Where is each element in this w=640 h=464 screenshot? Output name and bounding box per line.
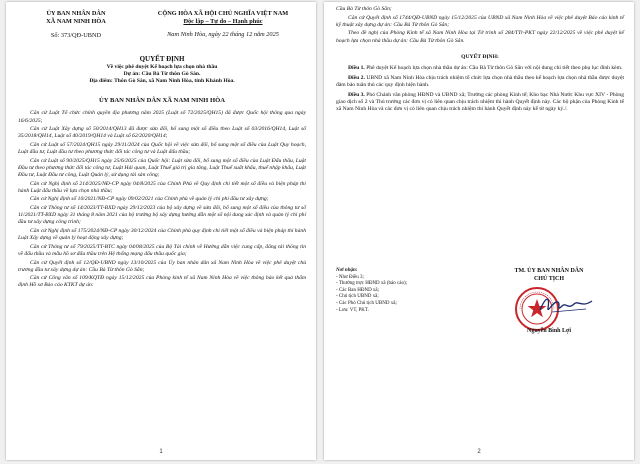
- sign-capacity: TM. ỦY BAN NHÂN DÂN: [514, 268, 584, 274]
- decision-location: Địa điểm: Thôn Gò Sắn, xã Nam Ninh Hòa, tỉnh Khánh Hòa.: [89, 78, 235, 85]
- recipient-item: - Thường trực HĐND xã (báo cáo);: [336, 281, 408, 287]
- consideration-9: Căn cứ Thông tư số 79/2025/TT-BTC ngày 04/08/2025 của Bộ Tài chính về Hướng dẫn việc cung cấp, đăng tải thông tin về đấu thầu và mẫu hồ sơ đấu thầu trên Hệ thống mạng đấu thầu quốc gia;: [18, 243, 306, 257]
- consideration-2: Căn cứ Luật Xây dựng số 50/2014/QH13 đã được sửa đổi, bổ sung một số điều theo Luật số 03/2016/QH14, Luật số 35/2018/QH14, Luật số 40/2019/QH14 và Luật số 62/2020/QH14;: [18, 126, 306, 140]
- page-2-body: [336, 6, 624, 116]
- consideration-7: Căn cứ Thông tư số 14/2023/TT-BXD ngày 29/12/2023 của bộ xây dựng về sửa đổi, bổ sung một số điều của thông tư số 11/2021/TT-BXD ngày 31 tháng 8 năm 2021 của bộ trưởng bộ xây dựng hướng dẫn một số nội dung xác định và quản lý chi phí đầu tư xây dựng công trình;: [18, 205, 306, 226]
- recipient-item: - Các Ban HĐND xã;: [336, 287, 380, 293]
- article-2-text: UBND xã Nam Ninh Hòa chịu trách nhiệm tổ chức lựa chọn nhà thầu theo kế hoạch lựa chọn nhà thầu được duyệt đảm bảo tuân thủ các quy định hiện hành.: [336, 74, 625, 88]
- page-1: [6, 2, 316, 460]
- recipients-block: [336, 268, 456, 314]
- decision-title: QUYẾT ĐỊNH: [139, 55, 185, 63]
- consideration-8: Căn cứ Nghị định số 175/2024/NĐ-CP ngày 30/12/2024 của Chính phủ quy định chi tiết một số điều và biện pháp thi hành Luật Xây dựng về quản lý hoạt động xây dựng;: [18, 228, 306, 242]
- consideration-13: Theo đề nghị của Phòng Kinh tế xã Nam Ninh Hòa tại Tờ trình số 284/TTr-PKT ngày 22/12/2025 về việc phê duyệt kế hoạch lựa chọn nhà thầu dự án: Cầu Bà Từ thôn Gò Sắn.: [336, 30, 624, 44]
- decides-heading: QUYẾT ĐỊNH:: [461, 53, 499, 60]
- recipient-item: - Như Điều 3;: [336, 274, 364, 280]
- signature-block: [474, 268, 624, 334]
- issuing-authority: ỦY BAN NHÂN DÂN XÃ NAM NINH HÒA: [99, 97, 225, 105]
- signer-name: Nguyễn Bình Lợi: [526, 328, 571, 334]
- article-3-label: Điều 3.: [348, 92, 365, 99]
- recipients-title: Nơi nhận:: [336, 268, 358, 273]
- consideration-1: Căn cứ Luật Tổ chức chính quyền địa phương năm 2025 (Luật số 72/2025/QH15) đã được Quốc hội thông qua ngày 16/6/2025;: [18, 110, 306, 124]
- article-1-text: Phê duyệt Kế hoạch lựa chọn nhà thầu dự án: Cầu Bà Từ thôn Gò Sắn với nội dung chi tiết theo phụ lục đính kèm.: [366, 64, 623, 71]
- page-number: 1: [159, 449, 163, 455]
- consideration-5: Căn cứ Nghị định số 214/2025/NĐ-CP ngày 04/8/2025 của Chính Phủ về Quy định chi tiết một số điều và biện pháp thi hành Luật đấu thầu về lựa chọn nhà thầu;: [18, 180, 306, 194]
- decision-subject: Về việc phê duyệt Kế hoạch lựa chọn nhà thầu: [106, 64, 218, 71]
- page-number: 2: [477, 449, 481, 455]
- consideration-4: Căn cứ Luật số 90/2025/QH15 ngày 25/6/2025 của Quốc hội: Luật sửa đổi, bổ sung một số điều của Luật Đấu thầu, Luật Đầu tư theo phương thức đối tác công tư, Luật Hải quan, Luật Thuế giá trị gia tăng, Luật Thuế xuất khẩu, thuế nhập khẩu, Luật Đầu tư, Luật Đầu tư công, Luật Quản lý, sử dụng tài sản công;: [18, 157, 306, 178]
- document-number: Số: 373/QĐ-UBND: [50, 32, 102, 39]
- recipient-item: - Lưu: VT, PKT.: [336, 307, 369, 313]
- decision-project: Dự án: Cầu Bà Từ thôn Gò Sắn.: [123, 71, 201, 78]
- country-name: CỘNG HÒA XÃ HỘI CHỦ NGHĨA VIỆT NAM: [157, 10, 289, 17]
- consideration-12: Căn cứ Quyết định số 1744/QĐ-UBND ngày 15/12/2025 của UBND xã Nam Ninh Hòa về việc phê duyệt Báo cáo kinh tế kỹ thuật xây dựng dự án: Cầu Bà Từ thôn Gò Sắn;: [336, 14, 624, 28]
- recipient-item: - Chủ tịch UBND xã;: [336, 294, 379, 300]
- article-1: [336, 65, 624, 72]
- consideration-3: Căn cứ Luật số 57/2024/QH15 ngày 29/11/2024 của Quốc hội về việc sửa đổi, bổ sung một số điều của Luật Quy hoạch, Luật đầu tư, Luật đầu tư theo phương thức đối tác công tư và Luật đấu thầu;: [18, 142, 306, 156]
- country-motto: Độc lập – Tự do – Hạnh phúc: [183, 18, 263, 25]
- recipient-item: - Các Phó Chủ tịch UBND xã;: [336, 300, 397, 306]
- sign-title: CHỦ TỊCH: [533, 275, 565, 282]
- page-2: [324, 2, 634, 460]
- consideration-10: Căn cứ Quyết định số 12/QĐ-UBND ngày 13/10/2025 của Ủy ban nhân dân xã Nam Ninh Hòa về việc phê duyệt chủ trương đầu tư xây dựng dự án: Cầu Bà Từ thôn Gò Sắn;: [18, 259, 306, 273]
- article-3-text: Phó Chánh văn phòng HĐND và UBND xã; Trưởng các phòng Kinh tế; Kho bạc Nhà Nước Khu vực XIV - Phòng giao dịch số 2 và Thủ trưởng các đơn vị có liên quan chịu trách nhiệm thi hành Quyết định này. Các bộ phận của Phòng Kinh tế xã Nam Ninh Hòa và các đơn vị có liên quan chịu trách nhiệm thi hành Quyết định này kể từ ngày ký./.: [336, 92, 625, 113]
- article-2: [336, 75, 624, 89]
- national-header: [134, 10, 312, 39]
- agency-line-1: ỦY BAN NHÂN DÂN: [46, 10, 106, 17]
- continued-text: Cầu Bà Từ thôn Gò Sắn;: [336, 6, 392, 12]
- consideration-6: Căn cứ Nghị định số 10/2021/NĐ-CP ngày 09/02/2021 của Chính phủ về quản lý chi phí đầu tư xây dựng;: [30, 196, 269, 203]
- article-1-label: Điều 1.: [348, 64, 365, 71]
- consideration-11: Căn cứ Công văn số 109/KQTĐ ngày 15/12/2025 của Phòng kinh tế xã Nam Ninh Hòa về việc thông báo kết quả thẩm định Hồ sơ Báo cáo KTKT dự án:: [18, 275, 306, 289]
- article-3: [336, 92, 624, 113]
- handwritten-signature-icon: [536, 292, 596, 318]
- page-1-body: [18, 56, 306, 291]
- article-2-label: Điều 2.: [348, 74, 365, 81]
- agency-line-2: XÃ NAM NINH HÒA: [46, 18, 106, 25]
- issuing-agency: [16, 10, 136, 40]
- place-date: Nam Ninh Hòa, ngày 22 tháng 12 năm 2025: [167, 31, 279, 38]
